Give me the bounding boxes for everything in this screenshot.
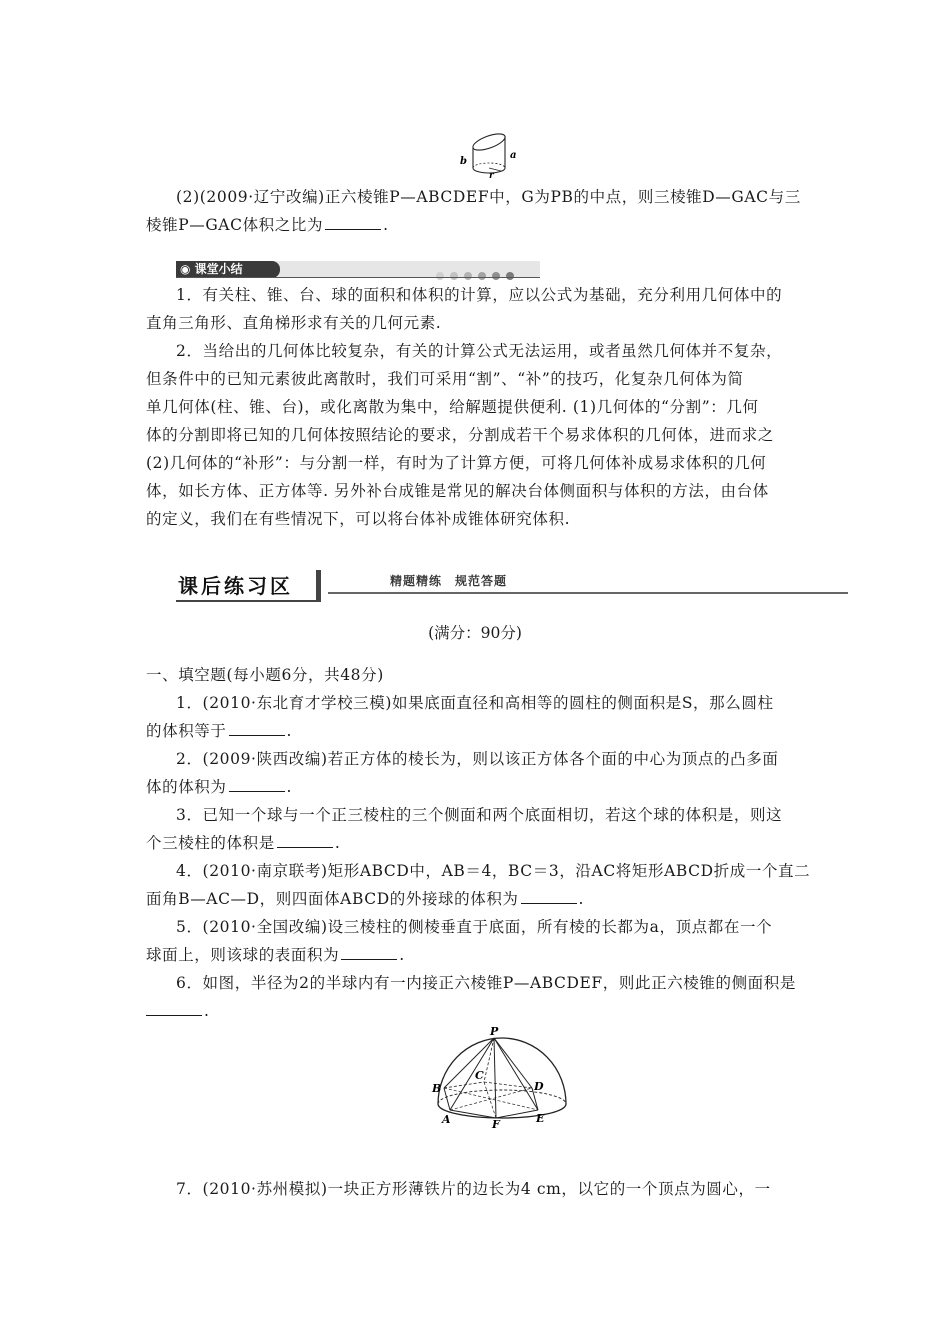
full-score: (满分：90分) — [428, 624, 522, 642]
summary-p2-line-2: 但条件中的已知元素彼此离散时，我们可采用“割”、“补”的技巧，化复杂几何体为简 — [146, 370, 744, 388]
summary-p2-line-1: 2．当给出的几何体比较复杂，有关的计算公式无法运用，或者虽然几何体并不复杂， — [176, 342, 783, 360]
cylinder-label-b: b — [460, 156, 467, 167]
cylinder-label-a: a — [510, 150, 517, 161]
cut-cylinder-figure — [452, 122, 532, 178]
hemisphere-label-D: D — [534, 1080, 544, 1093]
hemisphere-label-A: A — [442, 1113, 451, 1126]
summary-p2-line-6: 体，如长方体、正方体等. 另外补台成锥是常见的解决台体侧面积与体积的方法，由台体 — [146, 482, 769, 500]
summary-p1-line-1: 1．有关柱、锥、台、球的面积和体积的计算，应以公式为基础，充分利用几何体中的 — [176, 286, 783, 304]
cylinder-label-r: r — [489, 171, 494, 178]
q6-line-1: 6．如图，半径为2的半球内有一内接正六棱锥P—ABCDEF，则此正六棱锥的侧面积是 — [176, 974, 796, 992]
hemisphere-label-F: F — [492, 1118, 500, 1128]
q1-line-2: 的体积等于 . — [146, 722, 293, 740]
q5-line-2: 球面上，则该球的表面积为 . — [146, 946, 405, 964]
hemisphere-pyramid-figure — [428, 1024, 578, 1128]
q4-line-2: 面角B—AC—D，则四面体ABCD的外接球的体积为 . — [146, 890, 585, 908]
q6-line-2: . — [146, 1000, 816, 1022]
q2-line-2: 体的体积为 . — [146, 778, 293, 796]
summary-p2-line-3: 单几何体(柱、锥、台)，或化离散为集中，给解题提供便利. (1)几何体的“分割”：几何 — [146, 398, 759, 416]
q5-line-1: 5．(2010·全国改编)设三棱柱的侧棱垂直于底面，所有棱的长都为a，顶点都在一个 — [176, 918, 773, 936]
practice-section-banner — [176, 570, 848, 604]
q3-line-1: 3．已知一个球与一个正三棱柱的三个侧面和两个底面相切，若这个球的体积是，则这 — [176, 806, 783, 824]
q4-line-1: 4．(2010·南京联考)矩形ABCD中，AB＝4，BC＝3，沿AC将矩形ABCD折成一个直二 — [176, 862, 811, 880]
problem-2-line-2: 棱锥P—GAC体积之比为 . — [146, 216, 389, 234]
target-circle-icon: ◉ — [180, 262, 191, 276]
q3-line-2: 个三棱柱的体积是 . — [146, 834, 341, 852]
hemisphere-label-B: B — [432, 1082, 442, 1095]
summary-p2-line-7: 的定义，我们在有些情况下，可以将台体补成锥体研究体积. — [146, 510, 571, 528]
summary-p2-line-5: (2)几何体的“补形”：与分割一样，有时为了计算方便，可将几何体补成易求体积的几何 — [146, 454, 767, 472]
practice-title: 课后练习区 — [178, 574, 293, 598]
summary-p1-line-2: 直角三角形、直角梯形求有关的几何元素. — [146, 314, 442, 332]
practice-subtitle: 精题精练 规范答题 — [390, 574, 508, 588]
q2-line-1: 2．(2009·陕西改编)若正方体的棱长为，则以该正方体各个面的中心为顶点的凸多面 — [176, 750, 779, 768]
q1-line-1: 1．(2010·东北育才学校三模)如果底面直径和高相等的圆柱的侧面积是S，那么圆柱 — [176, 694, 774, 712]
decorative-dots — [436, 265, 520, 274]
problem-2-line-1: (2)(2009·辽宁改编)正六棱锥P—ABCDEF中，G为PB的中点，则三棱锥D—GAC与三 — [176, 188, 801, 206]
hemisphere-label-C: C — [475, 1069, 484, 1082]
summary-heading: ◉ 课堂小结 — [180, 262, 243, 276]
hemisphere-label-E: E — [536, 1112, 545, 1125]
summary-header-bar — [176, 261, 540, 278]
part-heading: 一、填空题(每小题6分，共48分) — [146, 666, 384, 684]
q7-line-1: 7．(2010·苏州模拟)一块正方形薄铁片的边长为4 cm，以它的一个顶点为圆心，一 — [176, 1180, 771, 1198]
summary-p2-line-4: 体的分割即将已知的几何体按照结论的要求，分割成若干个易求体积的几何体，进而求之 — [146, 426, 774, 444]
hemisphere-label-P: P — [490, 1025, 499, 1038]
